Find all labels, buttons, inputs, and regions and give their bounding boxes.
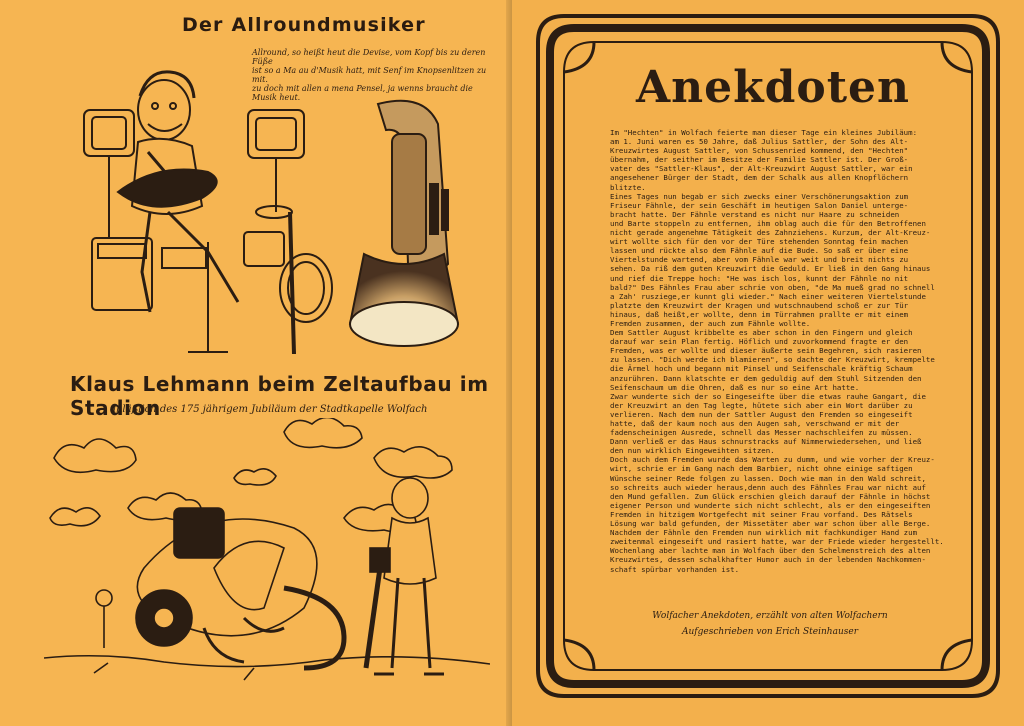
credit-line-source: Wolfacher Anekdoten, erzählt von alten Wolfachern [652,611,888,621]
anekdote-body-text: Im "Hechten" in Wolfach feierte man dieser Tage ein kleines Jubiläum: am 1. Juni waren es 50 Jahre, daß Julius Sattler, der Sohn des Alt- Kreuzwirtes August Sattler, von Schussenried kommend, den "Hechten" übernahm, der seither im Besitze der Familie Sattler ist. Der Groß- vater des "Sattler-Klaus", der Alt-Kreuzwirt August Sattler, war ein angesehener Bürger der Stadt, dem der Schalk aus allen Knopflöchern blitzte. Eines Tages nun begab er sich zwecks einer Verschönerungsaktion zum Friseur Fähnle, der sein Geschäft im heutigen Salon Daniel unterge- bracht hatte. Der Fähnle verstand es nicht nur Haare zu schneiden und Barte stoppeln zu entfernen, ihm oblag auch die für den Betroffenen nicht gerade angenehme Tätigkeit des Zahnziehens. Kurzum, der Alt-Kreuz- wirt wollte sich für den vor der Türe stehenden Sonntag fein machen lassen und rückte also dem Fähnle auf die Bude. So saß er über eine Viertelstunde wartend, aber vom Fähnle war weit und breit nichts zu sehen. Da riß dem guten Kreuzwirt die Geduld. Er ließ in den Gang hinaus und rief die Treppe hoch: "He was isch los, kunnt der Fähnle no nit bald?" Des Fähnles Frau aber schrie von oben, "de Ma mueß grad no schnell a Zah' rusziege,er kunnt gli wieder." Nach einer weiteren Viertelstunde platzte dem Kreuzwirt der Kragen und wutschnaubend schoß er zur Tür hinaus, daß heißt,er wollte, denn im Türrahmen prallte er mit einem Fremden zusammen, der auch zum Fähnle wollte. Dem Sattler August kribbelte es aber schon in den Fingern und gleich darauf war sein Plan fertig. Höflich und zuvorkommend fragte er den Fremden, was er wollte und dieser äußerte sein Begehren, sich rasieren zu lassen. "Dich werde ich blamieren", so dachte der Kreuzwirt, krempelte die Ärmel hoch und begann mit Pinsel und Seifenschale kräftig Schaum anzurühren. Dann klatschte er dem geduldig auf dem Stuhl Sitzenden den Seifenschaum um die Ohren, daß es nur so eine Art hatte. Zwar wunderte sich der so Eingeseifte über die etwas rauhe Gangart, die der Kreuzwirt an den Tag legte, hütete sich aber ein Wort darüber zu verlieren. Nach dem nun der Sattler August den Fremden so eingeseift hatte, daß der kaum noch aus den Augen sah, verschwand er mit der fadenscheinigen Ausrede, schnell das Messer nachschleifen zu müssen. Dann verließ er das Haus schnurstracks auf Nimmerwiedersehen, und ließ den nun wirklich Eingeweihten sitzen. Doch auch dem Fremden wurde das Warten zu dumm, und wie vorher der Kreuz- wirt, schrie er im Gang nach dem Barbier, nicht ohne einige saftigen Wünsche seiner Rede folgen zu lassen. Doch wie man in den Wald schreit, so schreits auch wieder heraus,denn auch des Fähnles Frau war nicht auf den Mund gefallen. Zum Glück erschien gleich darauf der Fähnle in höchst eigener Person und wunderte sich nicht schlecht, als er den eingeseiften Fremden in hitzigem Wortgefecht mit seiner Frau vorfand. Des Rätsels Lösung war bald gefunden, der Missetäter aber war schon über alle Berge. Nachdem der Fähnle den Fremden nun wirklich mit fachkundiger Hand zum zweitenmal eingeseift und rasiert hatte, war der Friede wieder hergestellt. Wochenlang aber lachte man in Wolfach über den Schelmenstreich des alten Kreuzwirtes, dessen schalkhafter Humor auch in der lebenden Nachkommen- schaft spürbar vorhanden ist. [610,128,944,574]
tent-construction-cartoon [44,418,490,698]
anekdoten-credit [610,608,930,640]
musician-caption: Allround, so heißt heut die Devise, vom Kopf bis zu deren Füße ist so a Ma au d'Musik hatt, mit Senf im Knopsenlitzen zu mit. zu doch mit allen a mena Pensel, ja wenns braucht die Musik heut. [252,48,487,102]
musician-illustration [78,62,338,362]
left-page-title: Der Allroundmusiker [182,14,426,36]
jubilaeum-subheadline: anläßlich des 175 jährigem Jubiläum der Stadtkapelle Wolfach [110,404,428,415]
tuba-photo [334,94,474,356]
zeltaufbau-headline: Klaus Lehmann beim Zeltaufbau im Stadion [70,372,489,420]
credit-line-author: Aufgeschrieben von Erich Steinhauser [681,627,859,637]
anekdoten-title: Anekdoten [635,62,911,113]
